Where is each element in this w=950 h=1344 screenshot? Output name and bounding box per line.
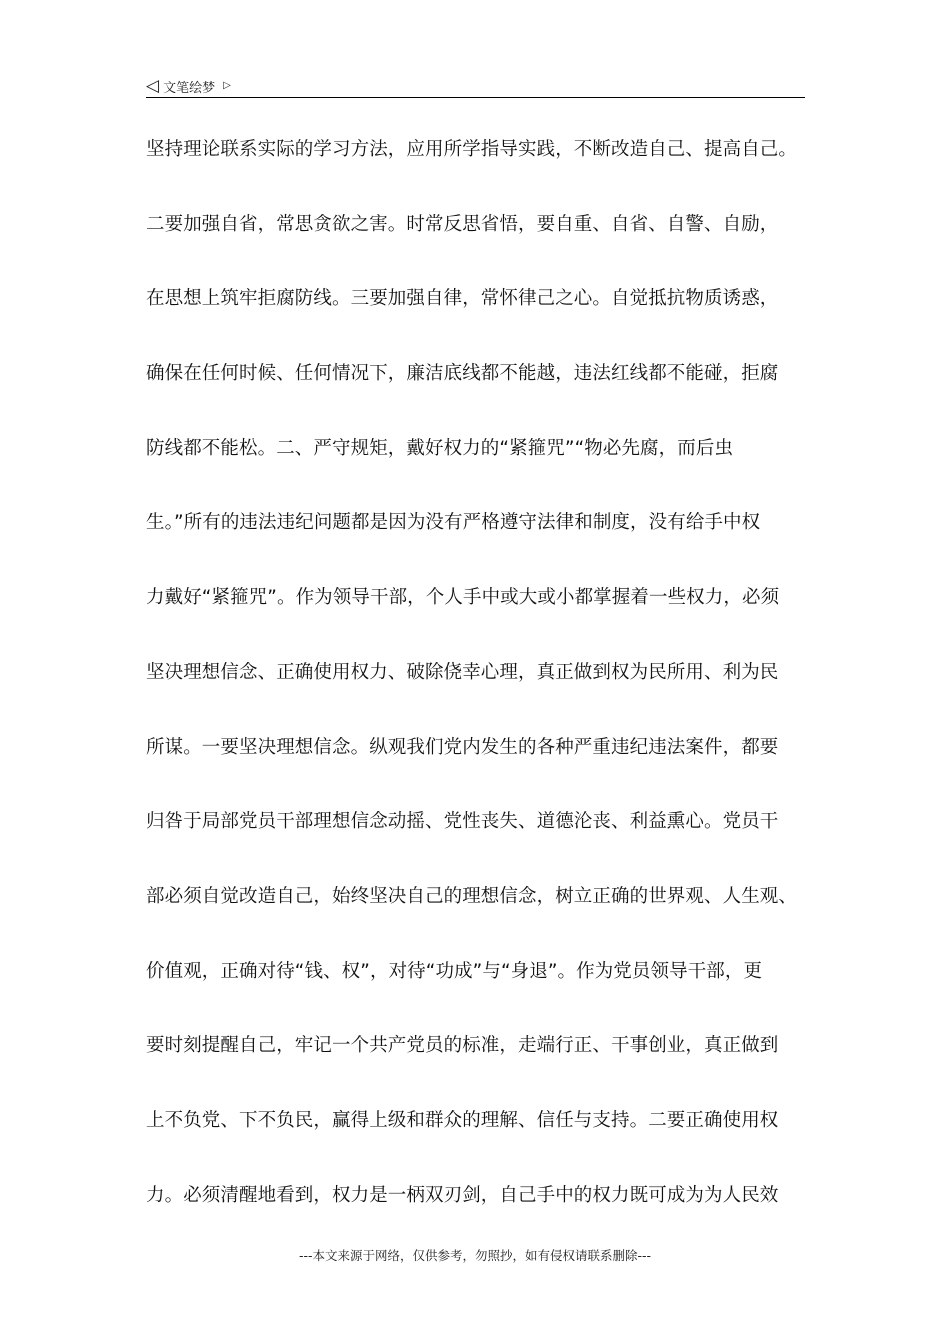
text-line: 上不负党、下不负民，赢得上级和群众的理解、信任与支持。二要正确使用权 bbox=[146, 1109, 779, 1131]
left-triangle-icon: ◁ bbox=[146, 75, 160, 96]
header-divider bbox=[146, 97, 805, 98]
page-footer: ---本文来源于网络，仅供参考，勿照抄，如有侵权请联系删除--- bbox=[298, 1248, 652, 1263]
text-line: 部必须自觉改造自己，始终坚决自己的理想信念，树立正确的世界观、人生观、 bbox=[146, 885, 798, 907]
text-line: 在思想上筑牢拒腐防线。三要加强自律，常怀律己之心。自觉抵抗物质诱惑， bbox=[146, 288, 779, 310]
text-line: 生。”所有的违法违纪问题都是因为没有严格遵守法律和制度，没有给手中权 bbox=[146, 512, 761, 534]
text-line: 归咎于局部党员干部理想信念动摇、党性丧失、道德沦丧、利益熏心。党员干 bbox=[146, 811, 779, 833]
page-header bbox=[146, 74, 805, 98]
text-line: 坚持理论联系实际的学习方法，应用所学指导实践，不断改造自己、提高自己。 bbox=[146, 139, 798, 160]
right-triangle-icon: ▷ bbox=[223, 80, 231, 91]
text-line: 力。必须清醒地看到，权力是一柄双刃剑，自己手中的权力既可成为为人民效 bbox=[146, 1184, 779, 1206]
text-line: 价值观，正确对待“钱、权”，对待“功成”与“身退”。作为党员领导干部，更 bbox=[146, 960, 763, 982]
header-title: 文笔绘梦 bbox=[163, 80, 216, 96]
text-line: 二要加强自省，常思贪欲之害。时常反思省悟，要自重、自省、自警、自励， bbox=[146, 213, 779, 235]
text-line: 所谋。一要坚决理想信念。纵观我们党内发生的各种严重违纪违法案件，都要 bbox=[146, 736, 779, 758]
text-line: 要时刻提醒自己，牢记一个共产党员的标准，走端行正、干事创业，真正做到 bbox=[146, 1035, 779, 1057]
text-line: 防线都不能松。二、严守规矩，戴好权力的“紧箍咒”“物必先腐，而后虫 bbox=[146, 437, 734, 459]
text-line: 确保在任何时候、任何情况下，廉洁底线都不能越，违法红线都不能碰，拒腐 bbox=[146, 363, 779, 385]
document-body bbox=[146, 136, 816, 1256]
text-line: 力戴好“紧箍咒”。作为领导干部，个人手中或大或小都掌握着一些权力，必须 bbox=[146, 587, 780, 609]
text-line: 坚决理想信念、正确使用权力、破除侥幸心理，真正做到权为民所用、利为民 bbox=[146, 661, 779, 683]
